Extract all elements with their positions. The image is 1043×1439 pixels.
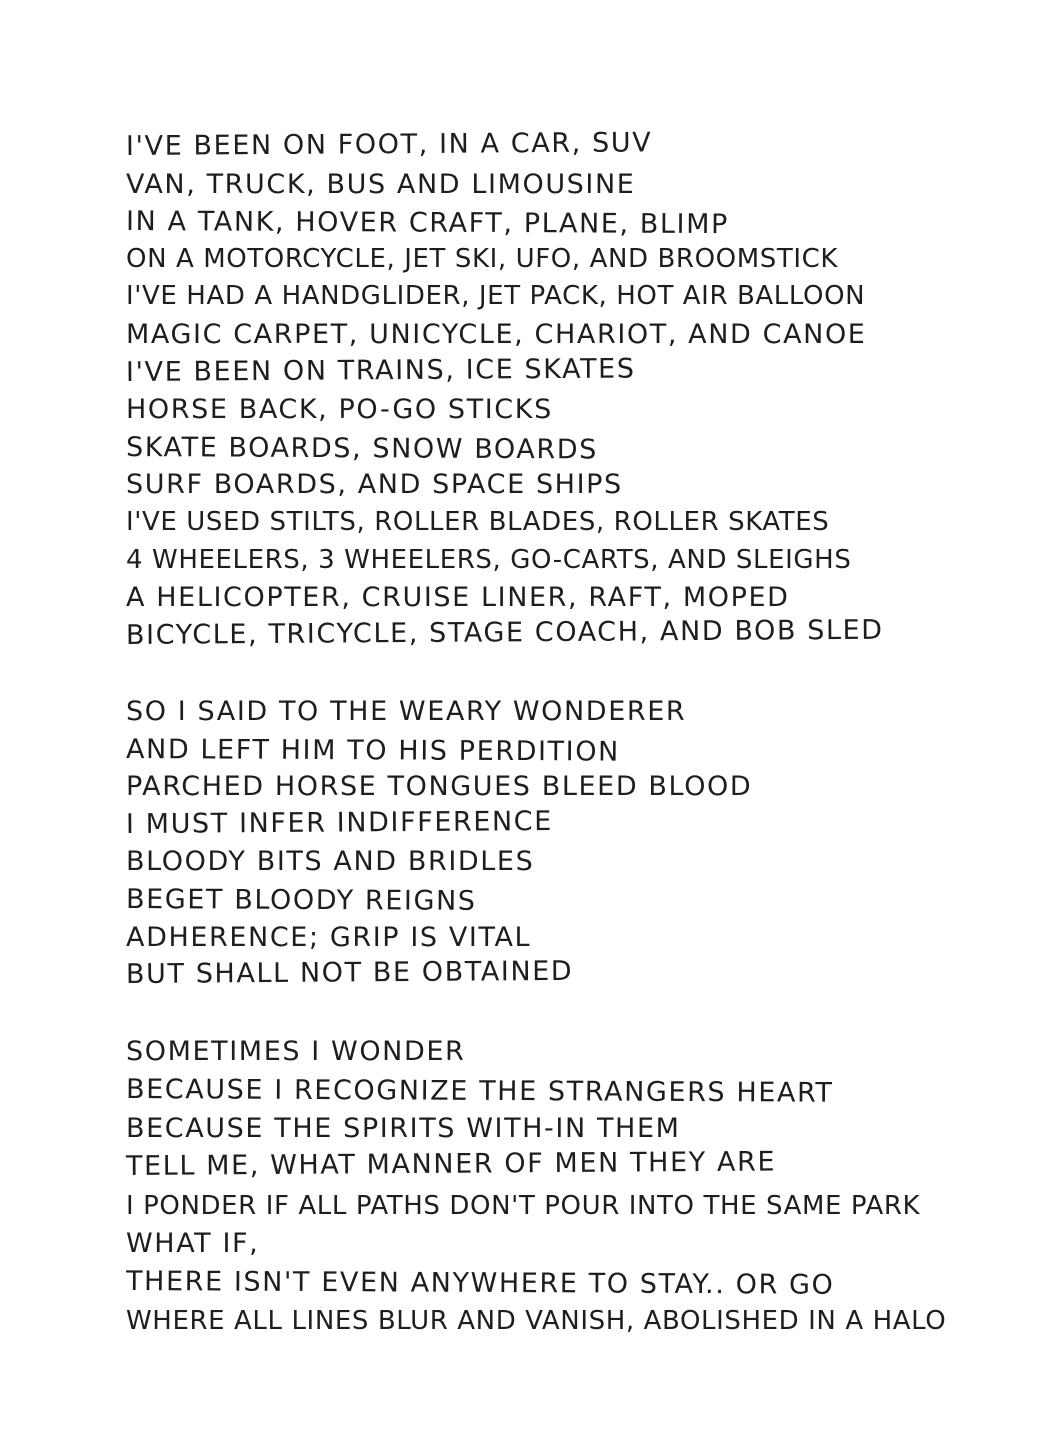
poem-line: ON A MOTORCYCLE, JET SKI, UFO, AND BROOMSTICK (126, 243, 839, 274)
poem-line: HORSE BACK, PO-GO STICKS (126, 394, 553, 426)
poem-line: THERE ISN'T EVEN ANYWHERE TO STAY.. OR GO (125, 1266, 835, 1302)
poem-line: SO I SAID TO THE WEARY WONDERER (126, 696, 687, 727)
poem-line: VAN, TRUCK, BUS AND LIMOUSINE (126, 168, 636, 200)
poem-line: WHERE ALL LINES BLUR AND VANISH, ABOLISHED IN A HALO (126, 1305, 947, 1336)
poem-line: I PONDER IF ALL PATHS DON'T POUR INTO THE SAME PARK (126, 1190, 921, 1221)
poem-stanza-1 (126, 128, 1016, 654)
poem-line: WHAT IF, (126, 1227, 260, 1259)
poem-line: AND LEFT HIM TO HIS PERDITION (125, 733, 620, 768)
poem-line: I'VE USED STILTS, ROLLER BLADES, ROLLER SKATES (126, 506, 830, 537)
poem-line: I'VE HAD A HANDGLIDER, JET PACK, HOT AIR BALLOON (126, 281, 866, 312)
poem-line: BLOODY BITS AND BRIDLES (126, 846, 535, 878)
poem-line: PARCHED HORSE TONGUES BLEED BLOOD (126, 771, 753, 803)
poem-line: MAGIC CARPET, UNICYCLE, CHARIOT, AND CANOE (126, 318, 867, 350)
poem-line: BUT SHALL NOT BE OBTAINED (125, 956, 574, 991)
poem-stanza-3 (126, 1033, 1016, 1340)
poem-line: 4 WHEELERS, 3 WHEELERS, GO-CARTS, AND SLEIGHS (126, 544, 852, 575)
poem-line: BICYCLE, TRICYCLE, STAGE COACH, AND BOB SLED (125, 614, 884, 651)
poem-line: BEGET BLOODY REIGNS (125, 883, 477, 917)
poem-line: SURF BOARDS, AND SPACE SHIPS (126, 469, 623, 501)
poem-stanza-2 (126, 693, 1016, 994)
poem-line: I'VE BEEN ON FOOT, IN A CAR, SUV (125, 127, 653, 162)
poem-line: I MUST INFER INDIFFERENCE (125, 805, 553, 840)
poem-line: IN A TANK, HOVER CRAFT, PLANE, BLIMP (125, 206, 730, 241)
poem-line: I'VE BEEN ON TRAINS, ICE SKATES (125, 353, 636, 388)
poem-line: TELL ME, WHAT MANNER OF MEN THEY ARE (125, 1146, 777, 1183)
poem-line: ADHERENCE; GRIP IS VITAL (126, 921, 532, 953)
poem-line: A HELICOPTER, CRUISE LINER, RAFT, MOPED (126, 582, 790, 614)
poem-line: BECAUSE THE SPIRITS WITH-IN THEM (126, 1112, 681, 1144)
poem-line: SOMETIMES I WONDER (126, 1036, 466, 1067)
poem-line: SKATE BOARDS, SNOW BOARDS (125, 431, 598, 466)
poem-line: BECAUSE I RECOGNIZE THE STRANGERS HEART (125, 1074, 834, 1110)
